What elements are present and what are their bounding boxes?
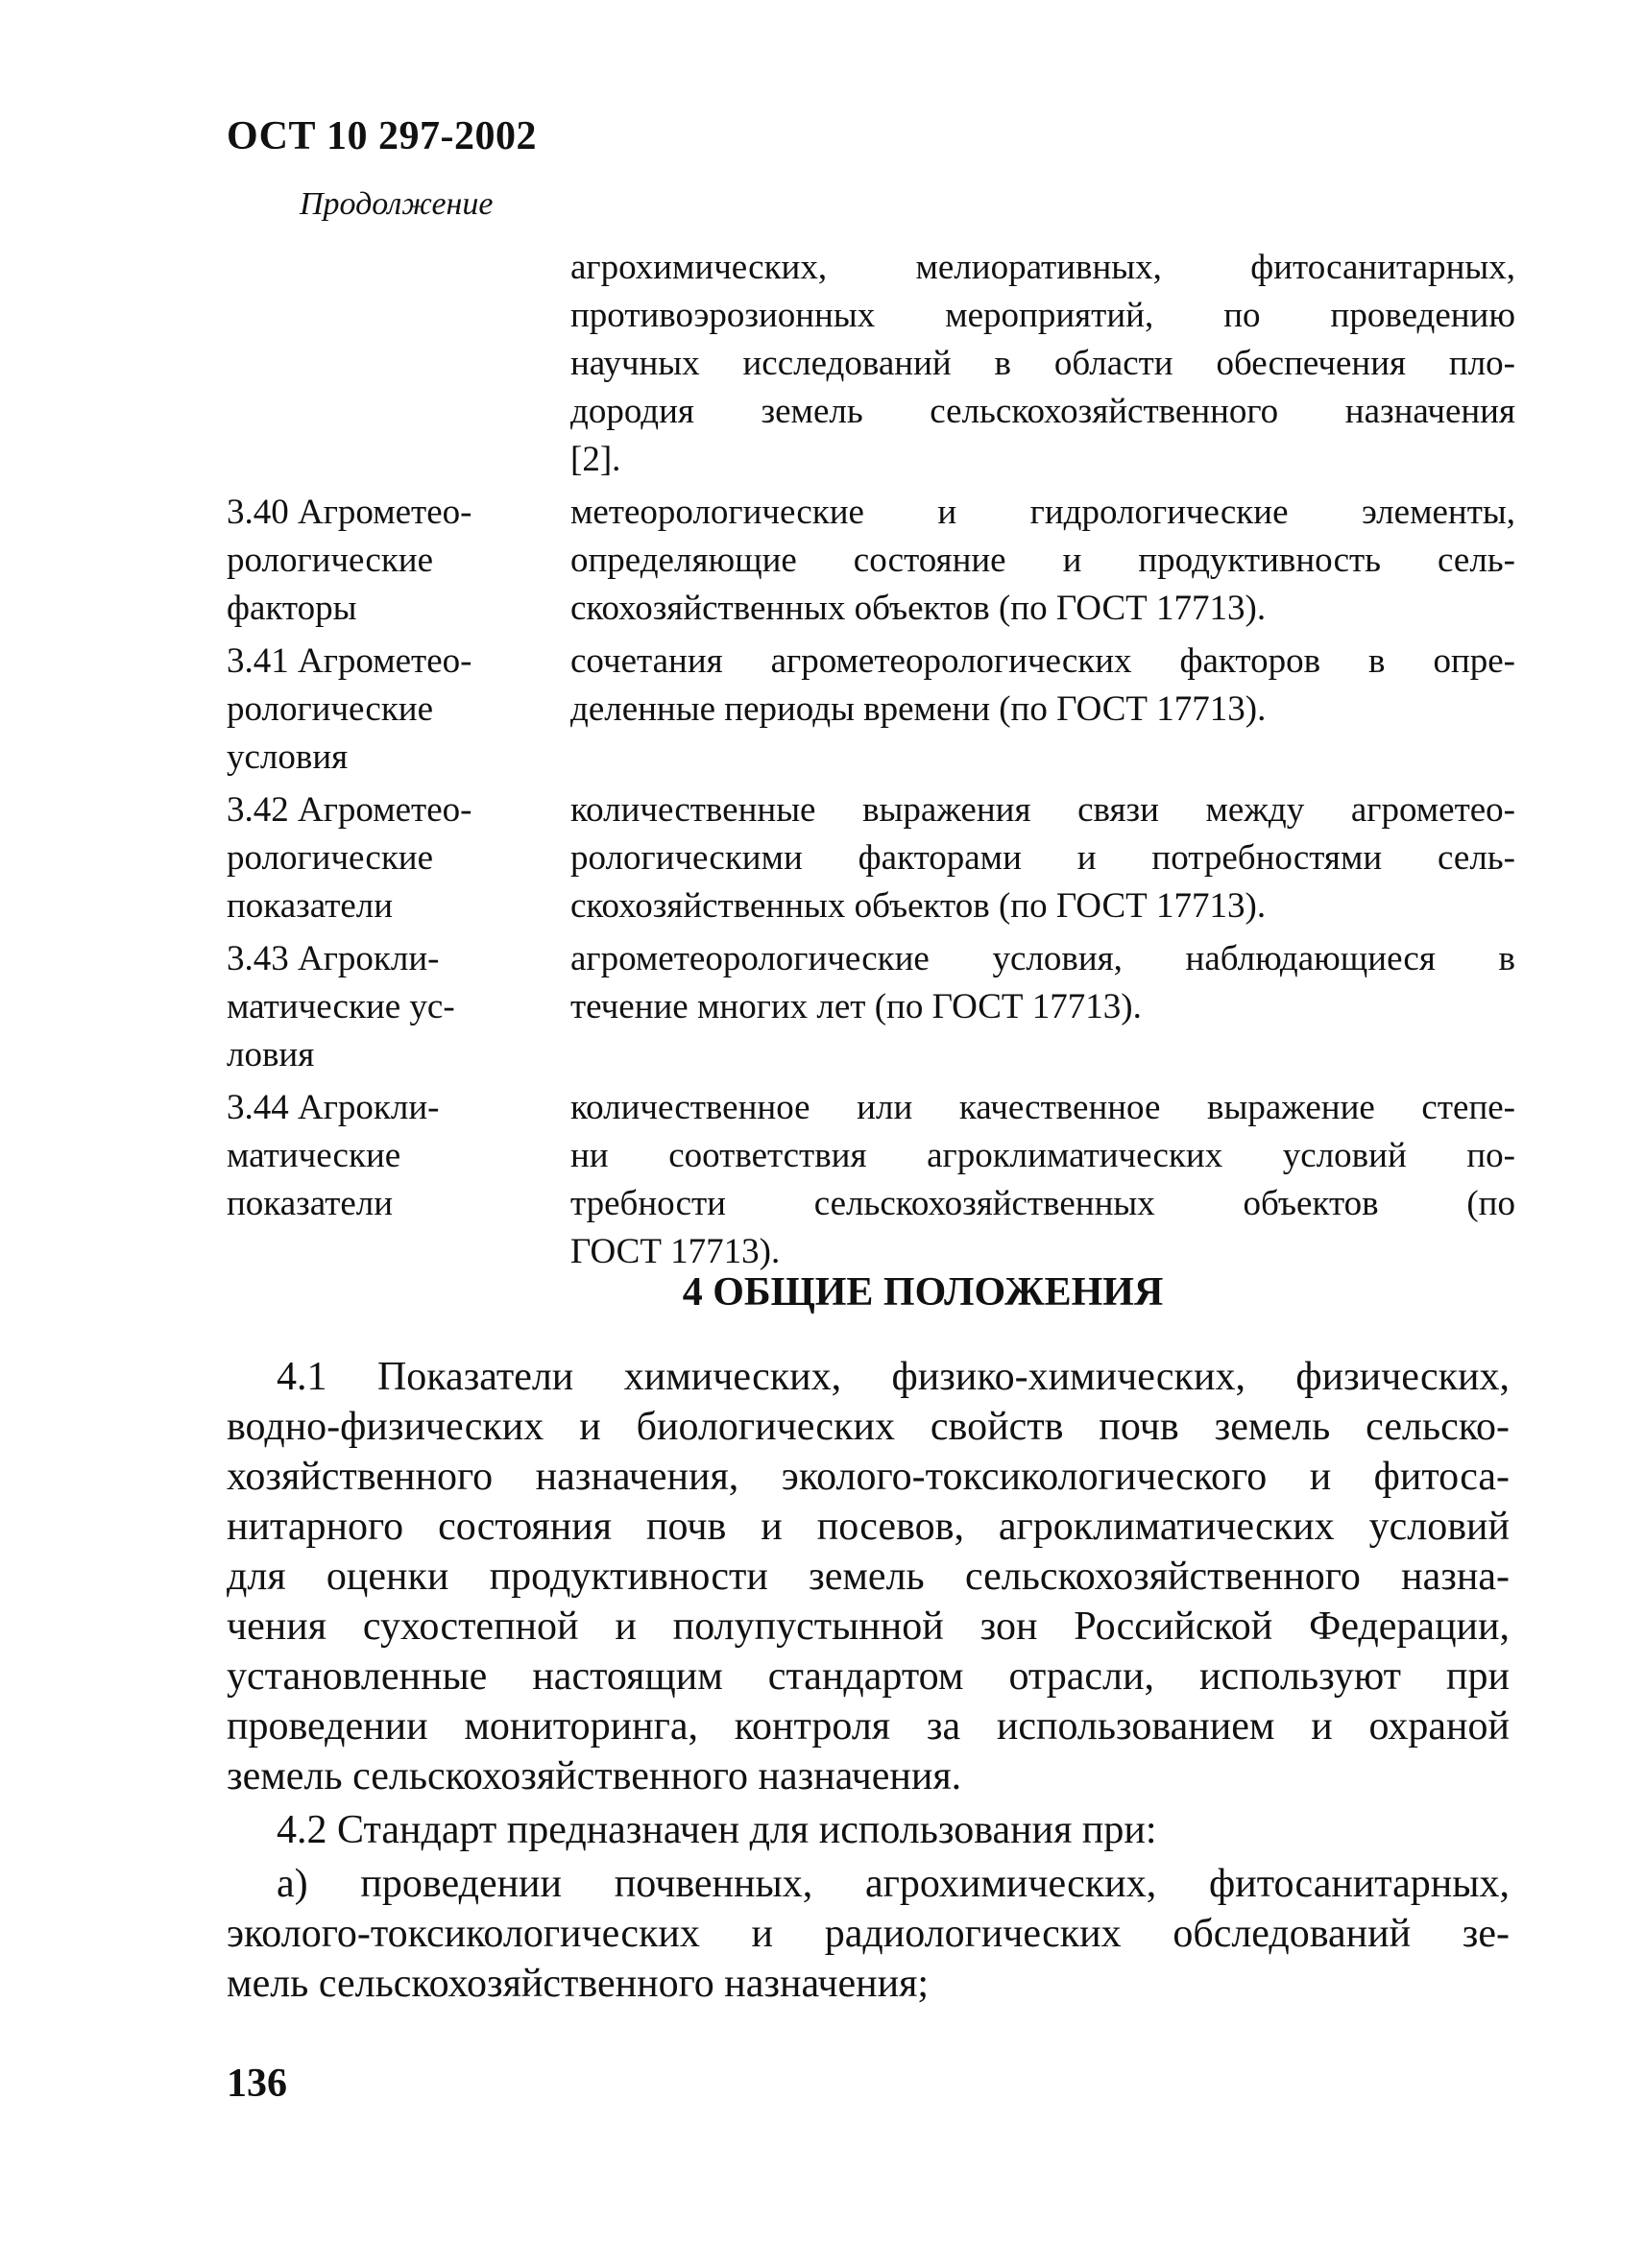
- definition-line: скохозяйственных объектов (по ГОСТ 17713).: [570, 886, 1267, 926]
- definition-line: противоэрозионных мероприятий, по проведению: [570, 296, 1515, 335]
- definition-text: [570, 935, 1515, 1031]
- definition-text: [570, 786, 1515, 930]
- paragraph-line: 4.2 Стандарт предназначен для использования при:: [277, 1808, 1157, 1852]
- paragraph-line: 4.1 Показатели химических, физико-химических, физических,: [277, 1355, 1510, 1399]
- definition-row: [227, 935, 1515, 1079]
- definitions-table: [227, 244, 1515, 1276]
- term-line: показатели: [227, 1184, 394, 1223]
- term-line: рологические: [227, 838, 434, 878]
- paragraph-line: эколого-токсикологических и радиологических обследований зе-: [227, 1912, 1510, 1956]
- paragraph-line: мель сельскохозяйственного назначения;: [227, 1962, 930, 2006]
- definition-line: рологическими факторами и потребностями сель-: [570, 838, 1515, 878]
- definition-text: [570, 489, 1515, 633]
- definition-row: [227, 244, 1515, 484]
- paragraph: [227, 1859, 1510, 2009]
- term-line: ловия: [227, 1035, 315, 1074]
- paragraph: [227, 1352, 1510, 1801]
- definition-line: количественное или качественное выражение степе-: [570, 1088, 1515, 1127]
- definition-line: [2].: [570, 440, 621, 479]
- term-line: условия: [227, 737, 349, 777]
- term: [227, 1084, 563, 1228]
- definition-line: ГОСТ 17713).: [570, 1232, 781, 1271]
- term-line: факторы: [227, 589, 357, 628]
- paragraph-line: земель сельскохозяйственного назначения.: [227, 1754, 962, 1798]
- term-line: 3.40 Агрометео-: [227, 493, 472, 532]
- definition-line: метеорологические и гидрологические элементы,: [570, 493, 1515, 532]
- term: [227, 786, 563, 930]
- definition-row: [227, 1084, 1515, 1276]
- term-line: 3.42 Агрометео-: [227, 790, 472, 830]
- term-line: показатели: [227, 886, 394, 926]
- definition-line: агрохимических, мелиоративных, фитосанитарных,: [570, 248, 1515, 287]
- continuation-label: Продолжение: [300, 186, 494, 222]
- definition-text: [570, 1084, 1515, 1276]
- definition-line: определяющие состояние и продуктивность сель-: [570, 541, 1515, 580]
- paragraph-line: нитарного состояния почв и посевов, агроклиматических условий: [227, 1505, 1510, 1549]
- definition-line: агрометеорологические условия, наблюдающиеся в: [570, 939, 1515, 978]
- term-line: рологические: [227, 541, 434, 580]
- definition-line: научных исследований в области обеспечения пло-: [570, 344, 1515, 383]
- paragraph-line: установленные настоящим стандартом отрасли, используют при: [227, 1654, 1510, 1699]
- paragraph: [227, 1805, 1510, 1855]
- paragraph-line: а) проведении почвенных, агрохимических, фитосанитарных,: [277, 1862, 1510, 1906]
- term-line: матические: [227, 1136, 401, 1175]
- term-line: матические ус-: [227, 987, 455, 1026]
- paragraph-line: для оценки продуктивности земель сельскохозяйственного назна-: [227, 1555, 1510, 1599]
- definition-line: деленные периоды времени (по ГОСТ 17713).: [570, 689, 1267, 729]
- definition-line: дородия земель сельскохозяйственного назначения: [570, 392, 1515, 431]
- document-code: ОСТ 10 297-2002: [227, 114, 538, 158]
- term-line: 3.43 Агрокли-: [227, 939, 440, 978]
- definition-line: количественные выражения связи между агрометео-: [570, 790, 1515, 830]
- paragraph-line: проведении мониторинга, контроля за использованием и охраной: [227, 1704, 1510, 1749]
- term: [227, 638, 563, 782]
- definition-line: течение многих лет (по ГОСТ 17713).: [570, 987, 1142, 1026]
- definition-row: [227, 489, 1515, 633]
- term-line: 3.41 Агрометео-: [227, 641, 472, 681]
- paragraph-line: хозяйственного назначения, эколого-токсикологического и фитоса-: [227, 1455, 1510, 1499]
- term: [227, 489, 563, 633]
- term: [227, 935, 563, 1079]
- definition-line: требности сельскохозяйственных объектов (по: [570, 1184, 1515, 1223]
- section-heading: 4 ОБЩИЕ ПОЛОЖЕНИЯ: [682, 1270, 1164, 1315]
- definition-text: [570, 244, 1515, 484]
- paragraph-line: чения сухостепной и полупустынной зон Российской Федерации,: [227, 1604, 1510, 1649]
- term-line: рологические: [227, 689, 434, 729]
- page-number: 136: [227, 2062, 287, 2106]
- section-body: [227, 1352, 1510, 2009]
- definition-line: ни соответствия агроклиматических условий по-: [570, 1136, 1515, 1175]
- definition-line: скохозяйственных объектов (по ГОСТ 17713).: [570, 589, 1267, 628]
- paragraph-line: водно-физических и биологических свойств почв земель сельско-: [227, 1405, 1510, 1449]
- definition-row: [227, 638, 1515, 782]
- term-line: 3.44 Агрокли-: [227, 1088, 440, 1127]
- definition-row: [227, 786, 1515, 930]
- definition-line: сочетания агрометеорологических факторов в опре-: [570, 641, 1515, 681]
- definition-text: [570, 638, 1515, 734]
